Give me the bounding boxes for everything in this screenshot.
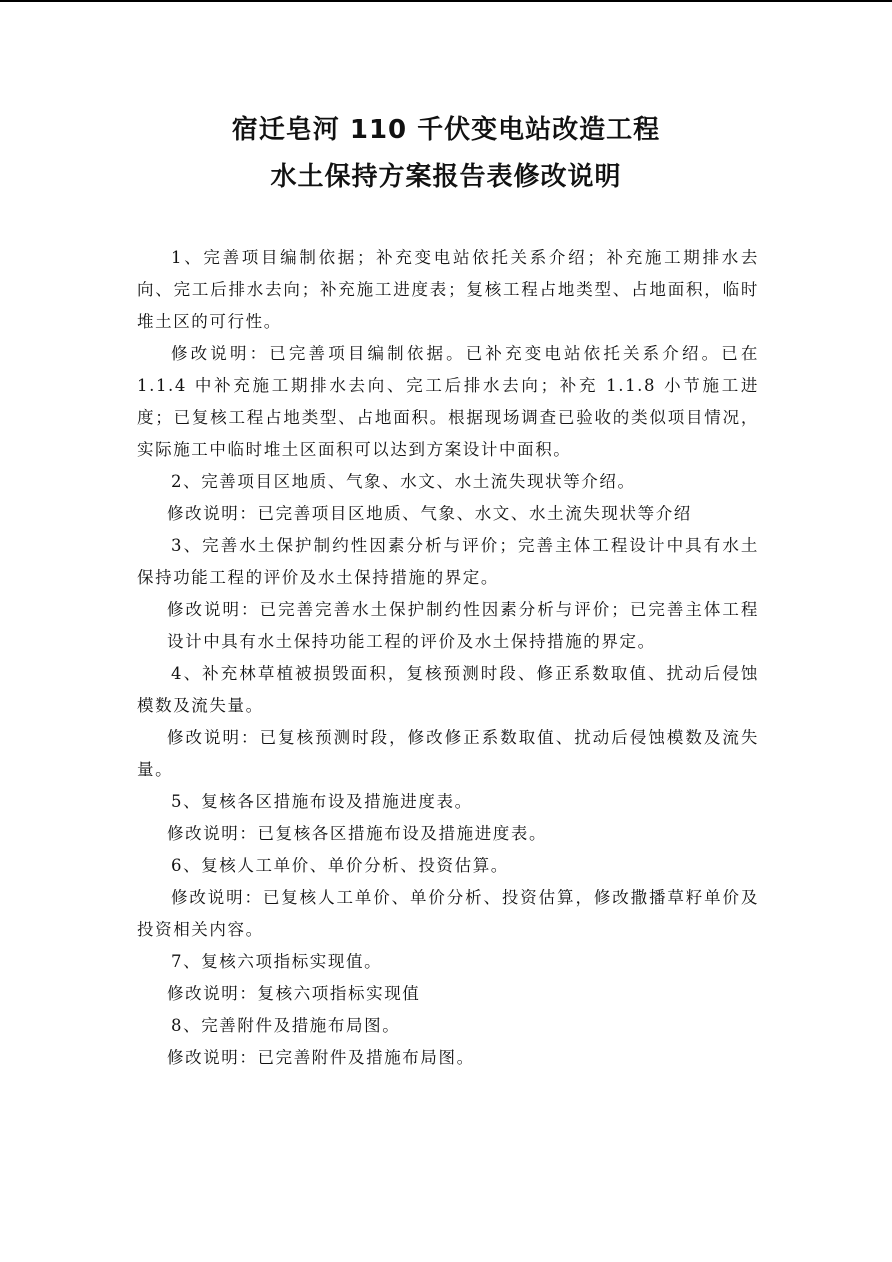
item-4-explanation: 修改说明：已复核预测时段，修改修正系数取值、扰动后侵蚀模数及流失量。 [137,728,759,779]
item-7-explanation: 修改说明：复核六项指标实现值 [167,984,421,1003]
document-title-line-2: 水土保持方案报告表修改说明 [270,162,622,192]
item-2-explanation: 修改说明：已完善项目区地质、气象、水文、水土流失现状等介绍 [167,504,692,523]
item-1-explanation: 修改说明：已完善项目编制依据。已补充变电站依托关系介绍。已在 1.1.4 中补充施工期排水去向、完工后排水去向；补充 1.1.8 小节施工进度；已复核工程占地类型、占地面积。根据现场调查已验收的类似项目情况，实际施工中临时堆土区面积可以达到方案设计中面积。 [137,344,759,459]
item-6-explanation: 修改说明：已复核人工单价、单价分析、投资估算，修改撒播草籽单价及投资相关内容。 [137,888,759,939]
item-3-requirement: 3、完善水土保护制约性因素分析与评价；完善主体工程设计中具有水土保持功能工程的评价及水土保持措施的界定。 [137,536,759,587]
item-2-requirement: 2、完善项目区地质、气象、水文、水土流失现状等介绍。 [171,472,636,491]
item-4-requirement: 4、补充林草植被损毁面积，复核预测时段、修正系数取值、扰动后侵蚀模数及流失量。 [137,664,759,715]
item-5-explanation: 修改说明：已复核各区措施布设及措施进度表。 [167,824,548,843]
item-8-explanation: 修改说明：已完善附件及措施布局图。 [167,1048,475,1067]
item-1-requirement: 1、完善项目编制依据；补充变电站依托关系介绍；补充施工期排水去向、完工后排水去向；补充施工进度表；复核工程占地类型、占地面积，临时堆土区的可行性。 [137,248,759,331]
top-border-line [0,0,892,2]
item-3-explanation: 修改说明：已完善完善水土保护制约性因素分析与评价；已完善主体工程设计中具有水土保持功能工程的评价及水土保持措施的界定。 [167,600,759,651]
document-title-line-1: 宿迁皂河 110 千伏变电站改造工程 [231,115,661,145]
item-6-requirement: 6、复核人工单价、单价分析、投资估算。 [171,856,509,875]
item-7-requirement: 7、复核六项指标实现值。 [171,952,383,971]
item-8-requirement: 8、完善附件及措施布局图。 [171,1016,401,1035]
item-5-requirement: 5、复核各区措施布设及措施进度表。 [171,792,473,811]
document-body [137,242,759,1074]
